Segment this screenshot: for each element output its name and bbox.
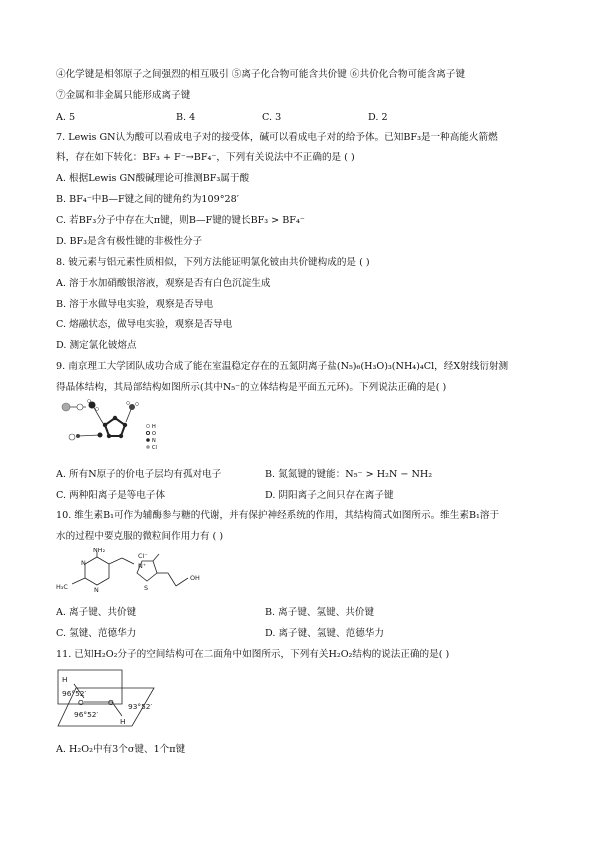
q8-option-a: A. 溶于水加硝酸银溶液，观察是否有白色沉淀生成: [56, 278, 271, 289]
q6-option-b: B. 4: [176, 112, 196, 123]
h-top-label: H: [62, 675, 68, 684]
angle-top-label: 96°52′: [62, 689, 87, 698]
q9-option-d: D. 阴阳离子之间只存在离子键: [265, 490, 394, 501]
ring-n1-label: N: [81, 559, 86, 567]
oh-label: OH: [190, 574, 200, 582]
q9-option-a: A. 所有N原子的价电子层均有孤对电子: [56, 469, 222, 480]
q11-h2o2-dihedral-figure: [56, 668, 186, 730]
chloride-label: Cl⁻: [138, 552, 148, 560]
q10-option-d: D. 离子键、氢键、范德华力: [265, 628, 384, 639]
legend-cl-label: Cl: [152, 445, 157, 450]
legend-o-label: O: [152, 431, 156, 437]
q10-option-c: C. 氢键、范德华力: [56, 628, 137, 639]
o-right-label: O: [108, 698, 114, 707]
q8-option-d: D. 测定氯化铍熔点: [56, 340, 137, 351]
q9-option-b: B. 氮氮键的键能：N₅⁻ > H₂N − NH₂: [265, 469, 433, 480]
ch3-label: H₃C: [56, 583, 68, 591]
q7-stem-line1: 7. Lewis GN认为酸可以看成电子对的接受体，碱可以看成电子对的给予体。已知BF₃是一种高能火箭燃: [56, 132, 498, 143]
q6-option-a: A. 5: [56, 112, 76, 123]
q10-vitamin-b1-structure: [56, 548, 246, 596]
dihedral-angle-label: 93°52′: [128, 702, 153, 711]
q6-statement-line1: ④化学键是相邻原子之间强烈的相互吸引 ⑤离子化合物可能含共价键 ⑥共价化合物可能含离子键: [56, 69, 466, 80]
legend-h-label: H: [152, 424, 156, 430]
q8-option-c: C. 熔融状态，做导电实验，观察是否导电: [56, 319, 233, 330]
h-bottom-label: H: [120, 717, 126, 726]
ring-n2-label: N: [94, 586, 99, 594]
q8-stem: 8. 铍元素与铝元素性质相似，下列方法能证明氯化铍由共价键构成的是 ( ): [56, 257, 370, 268]
q9-crystal-structure-figure: [56, 398, 166, 450]
q7-stem-line2: 料，存在如下转化：BF₃ + F⁻→BF₄⁻，下列有关说法中不正确的是 ( ): [56, 152, 355, 163]
o-left-label: O: [78, 698, 84, 707]
q6-option-d: D. 2: [368, 112, 388, 123]
q6-option-c: C. 3: [262, 112, 282, 123]
q9-option-c: C. 两种阳离子是等电子体: [56, 490, 166, 501]
angle-bottom-label: 96°52′: [74, 710, 99, 719]
q7-option-a: A. 根据Lewis GN酸碱理论可推测BF₃属于酸: [56, 173, 250, 184]
q10-option-a: A. 离子键、共价键: [56, 607, 137, 618]
q9-stem-line1: 9. 南京理工大学团队成功合成了能在室温稳定存在的五氮阴离子盐(N₅)₆(H₃O)₃(NH₄)₄Cl，经X射线衍射测: [56, 361, 509, 372]
q7-option-b: B. BF₄⁻中B—F键之间的键角约为109°28′: [56, 194, 239, 205]
sulfur-label: S: [144, 584, 149, 592]
q7-option-d: D. BF₃是含有极性键的非极性分子: [56, 236, 203, 247]
q6-statement-line2: ⑦金属和非金属只能形成离子键: [56, 90, 191, 101]
q10-stem-line1: 10. 维生素B₁可作为辅酶参与糖的代谢，并有保护神经系统的作用，其结构简式如图所示。维生素B₁溶于: [56, 510, 500, 521]
q9-stem-line2: 得晶体结构，其局部结构如图所示(其中N₅⁻的立体结构是平面五元环)。下列说法正确的是( ): [56, 382, 447, 393]
n-plus-label: N⁺: [138, 562, 147, 570]
q8-option-b: B. 溶于水做导电实验，观察是否导电: [56, 299, 214, 310]
q10-option-b: B. 离子键、氢键、共价键: [265, 607, 375, 618]
nh2-label: NH₂: [93, 548, 106, 554]
q7-option-c: C. 若BF₃分子中存在大π键，则B—F键的键长BF₃ > BF₄⁻: [56, 215, 305, 226]
q11-option-a: A. H₂O₂中有3个σ键、1个π键: [56, 744, 186, 755]
q11-stem: 11. 已知H₂O₂分子的空间结构可在二面角中如图所示，下列有关H₂O₂结构的说法正确的是( ): [56, 649, 450, 660]
legend-n-label: N: [152, 438, 156, 444]
q10-stem-line2: 水的过程中要克服的微粒间作用力有 ( ): [56, 531, 224, 542]
